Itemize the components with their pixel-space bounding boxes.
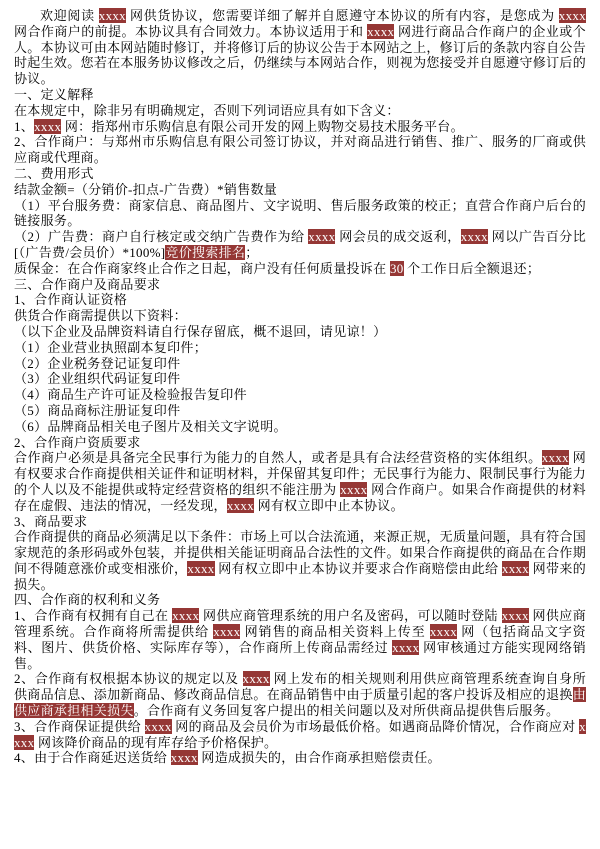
text-run: 个工作日后全额退还； bbox=[403, 260, 541, 276]
paragraph-cert-doc3 bbox=[14, 371, 586, 387]
paragraph-product-req-heading bbox=[14, 514, 586, 530]
highlighted-text-run: xxxx bbox=[34, 118, 62, 134]
highlighted-text-run: xxxx bbox=[213, 624, 241, 640]
text-run: 四、合作商的权利和义务 bbox=[14, 592, 161, 608]
text-run: （1）企业营业执照副本复印件； bbox=[14, 339, 208, 355]
text-run: 网供货协议，您需要详细了解并自愿遵守本协议的所有内容，是您成为 bbox=[125, 8, 559, 23]
text-run: 网该降价商品的现有库存给予价格保护。 bbox=[34, 734, 278, 750]
text-run: 网的商品及会员价为市场最低价格。如遇商品降价情况，合作商应对 bbox=[171, 718, 580, 734]
highlighted-text-run: xxxx bbox=[429, 624, 458, 640]
highlighted-text-run: xxxx bbox=[144, 718, 172, 734]
paragraph-rights-item1 bbox=[14, 608, 586, 671]
text-run: （6）品牌商品相关电子图片及相关文字说明。 bbox=[14, 418, 287, 434]
text-run: 网有权立即中止本协议并要求合作商赔偿由此给 bbox=[214, 560, 502, 576]
text-run: 1、合作商认证资格 bbox=[14, 292, 128, 308]
text-run: 一、定义解释 bbox=[14, 86, 94, 102]
text-run: 网有权立即中止本协议。 bbox=[254, 497, 404, 513]
paragraph-rights-item4 bbox=[14, 750, 586, 766]
text-run: 网审核通过方能实现网络销售。 bbox=[14, 639, 586, 671]
highlighted-text-run: 30 bbox=[389, 260, 404, 276]
text-run: 3、合作商保证提供给 bbox=[14, 718, 145, 734]
paragraph-cert-doc6 bbox=[14, 419, 586, 435]
paragraph-section1-item2 bbox=[14, 134, 586, 166]
text-run: 1、合作商有权拥有自己在 bbox=[14, 608, 173, 624]
highlighted-text-run: xxxx bbox=[340, 481, 368, 497]
highlighted-text-run: xxxx bbox=[226, 497, 255, 513]
text-run: 3、商品要求 bbox=[14, 513, 88, 529]
paragraph-cert-heading bbox=[14, 292, 586, 308]
highlighted-text-run: xxxx bbox=[308, 229, 336, 245]
text-run: 三、合作商户及商品要求 bbox=[14, 276, 161, 292]
text-run: 供货合作商需提供以下资料： bbox=[14, 308, 187, 324]
paragraph-rights-item2 bbox=[14, 671, 586, 718]
paragraph-cert-doc2 bbox=[14, 356, 586, 372]
highlighted-text-run: 竞价搜索排名 bbox=[165, 244, 246, 260]
paragraph-cert-intro bbox=[14, 308, 586, 324]
text-run: 欢迎阅读 bbox=[40, 8, 99, 23]
highlighted-text-run: xxxx bbox=[367, 23, 395, 39]
text-run: （2）企业税务登记证复印件 bbox=[14, 355, 181, 371]
text-run: 网上发布的相关规则利用供应商管理系统查询自身所供商品信息、添加新商品、修改商品信息。在商品销售中由于质量引起的客户投诉及相应的退换 bbox=[14, 671, 587, 703]
highlighted-text-run: xxxx bbox=[187, 560, 215, 576]
text-run: 网造成损失的，由合作商承担赔偿责任。 bbox=[197, 750, 441, 766]
paragraph-rights-item3 bbox=[14, 719, 586, 751]
paragraph-section1-heading bbox=[14, 87, 586, 103]
paragraph-qualification-heading bbox=[14, 435, 586, 451]
highlighted-text-run: xxxx bbox=[460, 229, 488, 245]
paragraph-cert-doc5 bbox=[14, 403, 586, 419]
text-run: 网会员的成交返利， bbox=[335, 229, 461, 245]
text-run: 网带来的损失。 bbox=[14, 560, 586, 592]
text-run: ； bbox=[245, 244, 259, 260]
text-run: 网：指郑州市乐购信息有限公司开发的网上购物交易技术服务平台。 bbox=[61, 118, 464, 134]
text-run: 1、 bbox=[14, 118, 35, 134]
text-run: 网供应商管理系统的用户名及密码，可以随时登陆 bbox=[199, 608, 502, 624]
text-run: 网进行商品合作商户的企业或个人。本协议可由本网站随时修订，并将修订后的协议公告于本网站之上，修订后的条款内容自公告时起生效。您若在本服务协议修改之后，仍继续与本网站合作，则视为您接受并自愿遵守修订后的协议。 bbox=[14, 23, 586, 87]
text-run: （4）商品生产许可证及检验报告复印件 bbox=[14, 387, 247, 403]
text-run: 网（包括商品文字资料、图片、供货价格、实际库存等），合作商所上传商品需经过 bbox=[14, 624, 586, 655]
highlighted-text-run: xxxx bbox=[98, 8, 126, 23]
highlighted-text-run: 由供应商承担相关损失 bbox=[14, 687, 586, 719]
paragraph-fee-item2 bbox=[14, 229, 586, 261]
text-run: 网合作商户的前提。本协议具有合同效力。本协议适用于和 bbox=[14, 23, 368, 39]
paragraph-intro bbox=[14, 8, 586, 87]
text-run: 结款金额=（分销价-扣点-广告费）*销售数量 bbox=[14, 181, 278, 197]
text-run: 。合作商有义务回复客户提出的相关问题以及对所供商品提供售后服务。 bbox=[133, 703, 560, 719]
paragraph-settlement-formula bbox=[14, 182, 586, 198]
highlighted-text-run: xxxx bbox=[501, 608, 529, 624]
paragraph-deposit bbox=[14, 261, 586, 277]
paragraph-section1-item1 bbox=[14, 119, 586, 135]
text-run: 2、合作商有权根据本协议的规定以及 bbox=[14, 671, 243, 687]
document-body bbox=[14, 8, 586, 766]
text-run: 网有权要求合作商提供相关证件和证明材料，并保留其复印件；无民事行为能力、限制民事行为能力的个人以及不能提供或特定经营资格的组织不能注册为 bbox=[14, 450, 587, 497]
highlighted-text-run: xxxx bbox=[14, 718, 586, 750]
paragraph-cert-note bbox=[14, 324, 586, 340]
highlighted-text-run: xxxx bbox=[501, 560, 530, 576]
text-run: 合作商提供的商品必须满足以下条件：市场上可以合法流通，来源正规，无质量问题，具有符合国家规范的条形码或外包装，并提供相关能证明商品合法性的文件。如果合作商提供的商品在合作期间不得随意涨价或变相涨价， bbox=[14, 529, 586, 576]
paragraph-section1-intro bbox=[14, 103, 586, 119]
highlighted-text-run: xxxx bbox=[392, 639, 420, 655]
paragraph-section3-heading bbox=[14, 277, 586, 293]
highlighted-text-run: xxxx bbox=[541, 450, 569, 466]
paragraph-section2-heading bbox=[14, 166, 586, 182]
text-run: 合作商户必须是具备完全民事行为能力的自然人，或者是具有合法经营资格的实体组织。 bbox=[14, 450, 542, 466]
text-run: （3）企业组织代码证复印件 bbox=[14, 371, 181, 387]
text-run: 2、合作商户资质要求 bbox=[14, 434, 141, 450]
highlighted-text-run: xxxx bbox=[558, 8, 586, 23]
paragraph-cert-doc4 bbox=[14, 387, 586, 403]
text-run: （1）平台服务费：商家信息、商品图片、文字说明、售后服务政策的校正；直营合作商户后台的链接服务。 bbox=[14, 197, 586, 229]
text-run: 网销售的商品相关资料上传至 bbox=[240, 624, 430, 640]
highlighted-text-run: xxxx bbox=[172, 608, 200, 624]
paragraph-qualification-body bbox=[14, 450, 586, 513]
text-run: 网以广告百分比[（广告费/会员价）*100%] bbox=[14, 229, 586, 260]
text-run: 2、合作商户：与郑州市乐购信息有限公司签订协议，并对商品进行销售、推广、服务的厂商或供应商或代理商。 bbox=[14, 134, 586, 166]
text-run: 在本规定中，除非另有明确规定，否则下列词语应具有如下含义： bbox=[14, 102, 400, 118]
text-run: 二、费用形式 bbox=[14, 165, 94, 181]
text-run: 网供应商管理系统。合作商将所需提供给 bbox=[14, 608, 586, 640]
paragraph-section4-heading bbox=[14, 592, 586, 608]
highlighted-text-run: xxxx bbox=[170, 750, 198, 766]
text-run: 网合作商户。如果合作商提供的材料存在虚假、违法的情况，一经发现， bbox=[14, 481, 586, 513]
text-run: （2）广告费：商户自行核定或交纳广告费作为给 bbox=[14, 229, 309, 245]
paragraph-cert-doc1 bbox=[14, 340, 586, 356]
text-run: 4、由于合作商延迟送货给 bbox=[14, 750, 171, 766]
paragraph-fee-item1 bbox=[14, 198, 586, 230]
paragraph-product-req-body bbox=[14, 529, 586, 592]
highlighted-text-run: xxxx bbox=[242, 671, 270, 687]
text-run: （以下企业及品牌资料请自行保存留底，概不退回，请见谅！） bbox=[14, 323, 387, 339]
text-run: 质保金：在合作商家终止合作之日起，商户没有任何质量投诉在 bbox=[14, 260, 390, 276]
text-run: （5）商品商标注册证复印件 bbox=[14, 402, 181, 418]
